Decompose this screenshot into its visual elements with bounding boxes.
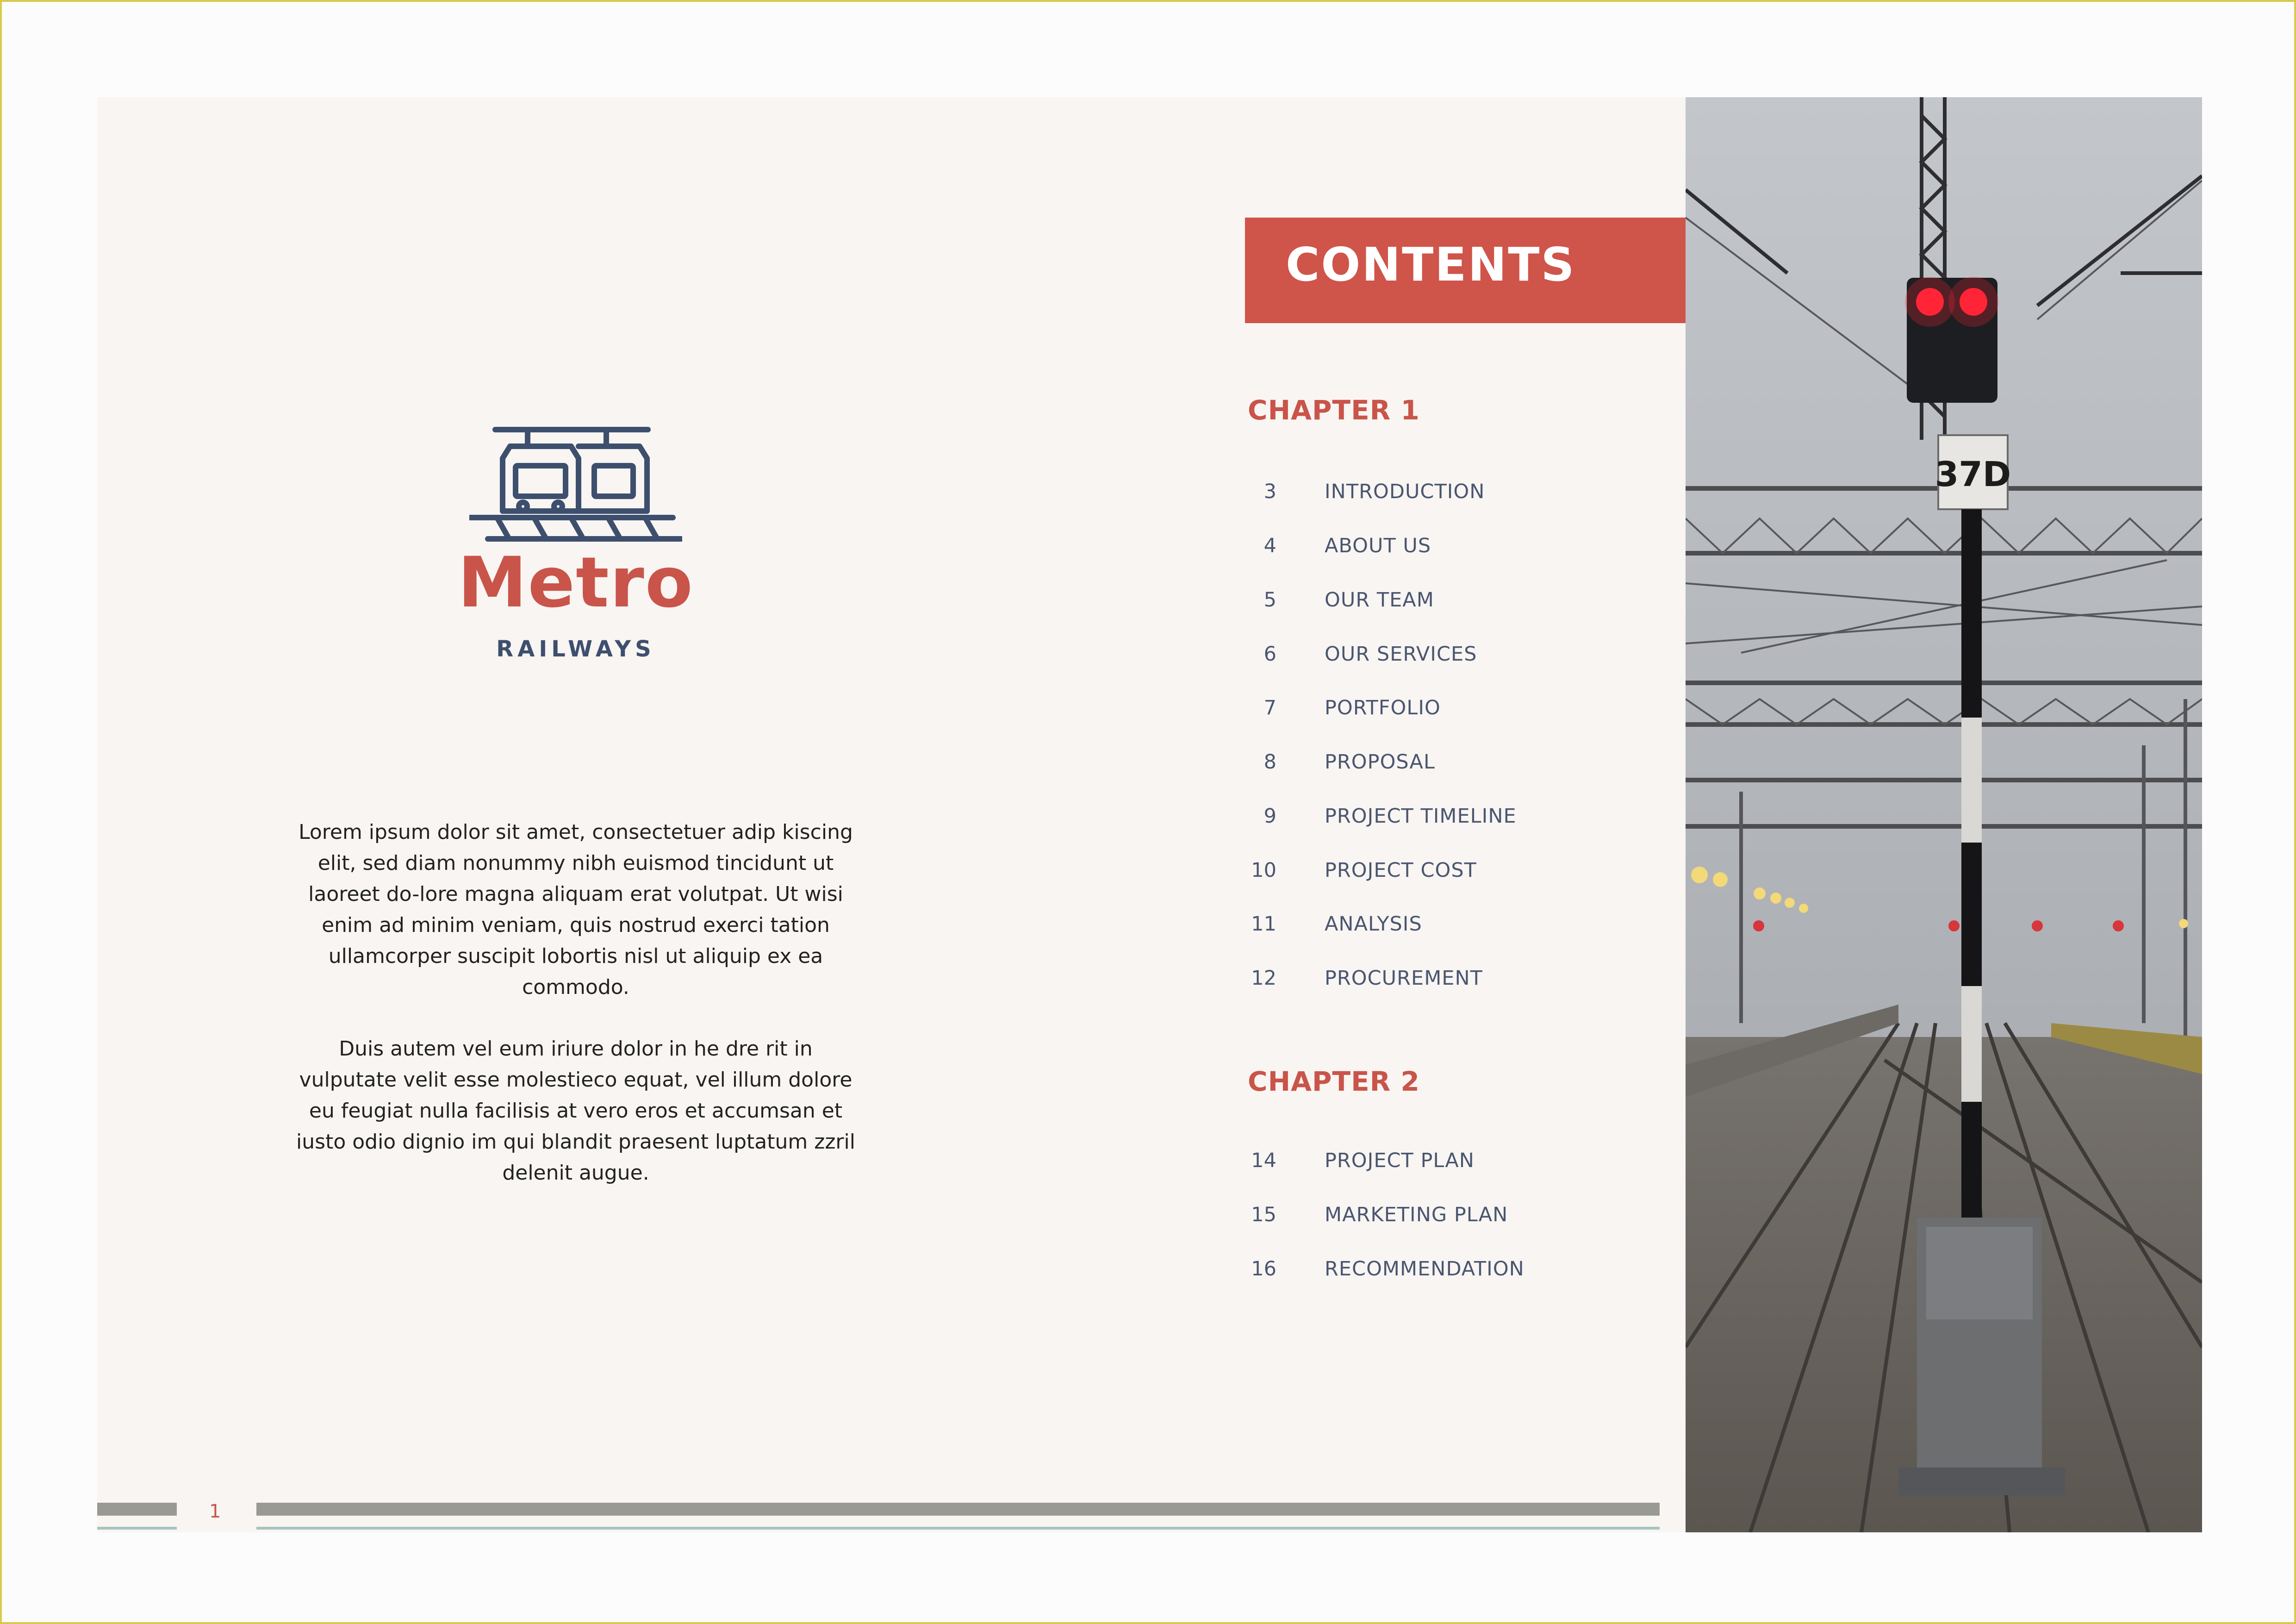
brand-name: Metro: [458, 543, 694, 623]
brand-tagline: RAILWAYS: [496, 636, 655, 662]
toc-page-number: 15: [1251, 1203, 1276, 1226]
toc-entry[interactable]: [1242, 859, 1659, 887]
footer-line: [256, 1527, 1660, 1530]
toc-label: MARKETING PLAN: [1325, 1203, 1508, 1226]
toc-page-number: 6: [1263, 643, 1276, 666]
toc-entry[interactable]: [1242, 967, 1659, 994]
toc-page-number: 3: [1263, 480, 1276, 503]
toc-label: OUR TEAM: [1325, 588, 1434, 612]
footer-bar: [256, 1503, 1660, 1516]
toc-label: ABOUT US: [1325, 534, 1431, 557]
toc-label: PROCUREMENT: [1325, 967, 1483, 990]
footer-line: [97, 1527, 177, 1530]
toc-label: PROJECT COST: [1325, 859, 1477, 882]
toc-entry[interactable]: [1242, 696, 1659, 724]
toc-page-number: 16: [1251, 1257, 1276, 1280]
chapter-2-heading: CHAPTER 2: [1248, 1066, 1420, 1097]
toc-page-number: 10: [1251, 859, 1276, 882]
toc-entry[interactable]: [1242, 1203, 1659, 1231]
toc-entry[interactable]: [1242, 1257, 1659, 1285]
toc-page-number: 11: [1251, 912, 1276, 936]
toc-entry[interactable]: [1242, 1149, 1659, 1177]
chapter-1-heading: CHAPTER 1: [1248, 394, 1420, 426]
toc-page-number: 7: [1263, 696, 1276, 719]
toc-entry[interactable]: [1242, 643, 1659, 670]
toc-page-number: 8: [1263, 750, 1276, 774]
toc-label: PROJECT TIMELINE: [1325, 805, 1517, 828]
toc-label: RECOMMENDATION: [1325, 1257, 1524, 1280]
intro-text: [289, 817, 863, 1219]
toc-entry[interactable]: [1242, 912, 1659, 940]
toc-entry[interactable]: [1242, 588, 1659, 616]
toc-page-number: 12: [1251, 967, 1276, 990]
toc-label: PORTFOLIO: [1325, 696, 1441, 719]
toc-label: ANALYSIS: [1325, 912, 1422, 936]
toc-page-number: 4: [1263, 534, 1276, 557]
toc-entry[interactable]: [1242, 480, 1659, 508]
toc-page-number: 5: [1263, 588, 1276, 612]
train-logo-icon: [469, 423, 682, 548]
contents-title: CONTENTS: [1286, 237, 1576, 292]
toc-entry[interactable]: [1242, 750, 1659, 778]
toc-label: OUR SERVICES: [1325, 643, 1477, 666]
toc-page-number: 9: [1263, 805, 1276, 828]
intro-paragraph: Lorem ipsum dolor sit amet, consectetuer adip kiscing elit, sed diam nonummy nibh euismod tincidunt ut laoreet do-lore magna aliquam erat volutpat. Ut wisi enim ad minim veniam, quis nostrud exerci tation ullamcorper suscipit lobortis nisl ut aliquip ex ea commodo.: [299, 820, 853, 999]
signal-number-plate: 37D: [1935, 455, 2011, 494]
railway-signal-photo: [1686, 97, 2202, 1532]
toc-page-number: 14: [1251, 1149, 1276, 1172]
toc-label: PROJECT PLAN: [1325, 1149, 1475, 1172]
toc-label: PROPOSAL: [1325, 750, 1435, 774]
page-number: 1: [209, 1501, 221, 1522]
footer-bar: [97, 1503, 177, 1516]
toc-entry[interactable]: [1242, 534, 1659, 562]
toc-label: INTRODUCTION: [1325, 480, 1485, 503]
toc-entry[interactable]: [1242, 805, 1659, 832]
intro-paragraph: Duis autem vel eum iriure dolor in he dre rit in vulputate velit esse molestieco equat, vel illum dolore eu feugiat nulla facilisis at vero eros et accumsan et iusto odio dignio im qui blandit praesent luptatum zzril delenit augue.: [296, 1037, 855, 1185]
